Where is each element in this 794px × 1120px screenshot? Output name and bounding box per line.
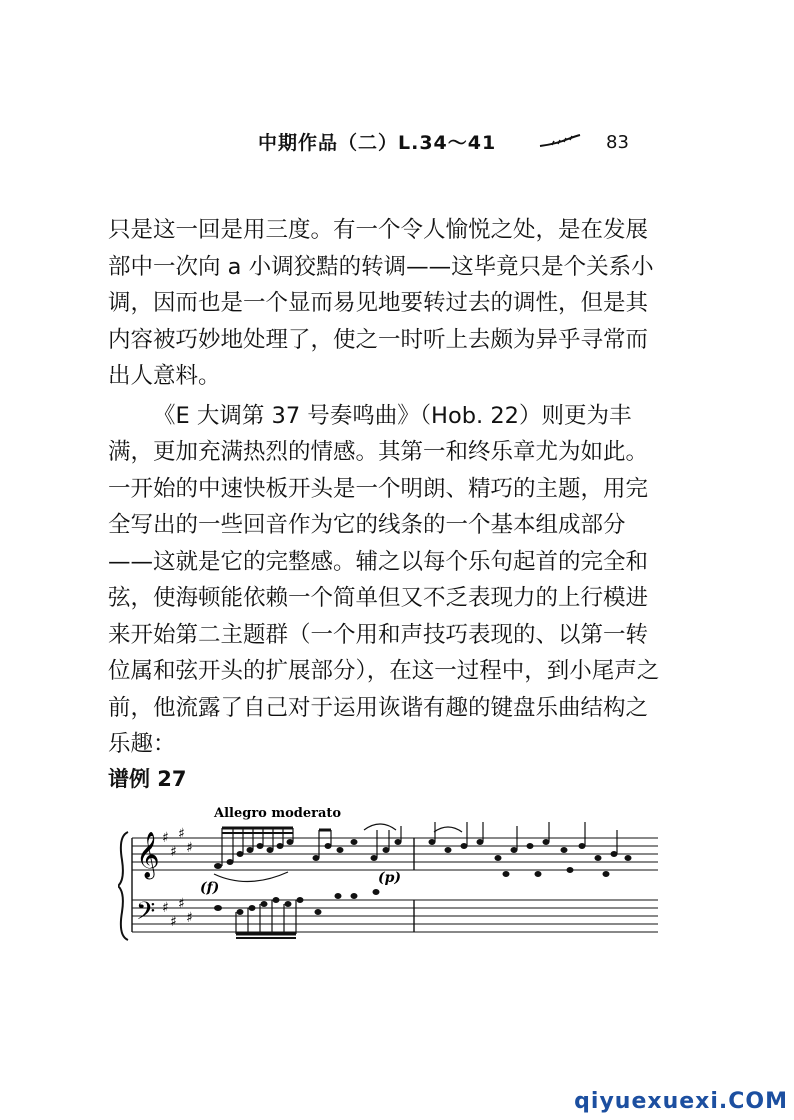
dynamic-forte: (f) xyxy=(200,880,220,896)
page-number: 83 xyxy=(606,132,629,153)
svg-text:♯: ♯ xyxy=(162,830,169,846)
svg-text:♯: ♯ xyxy=(178,826,185,842)
tempo-marking: Allegro moderato xyxy=(214,806,342,821)
music-score-excerpt xyxy=(118,800,658,950)
treble-clef-icon: 𝄞 xyxy=(136,832,160,878)
body-text xyxy=(108,212,668,763)
svg-text:♯: ♯ xyxy=(178,896,185,912)
key-signature-sharps xyxy=(162,826,193,930)
dynamic-piano: (p) xyxy=(378,870,402,886)
bass-staff xyxy=(132,900,658,932)
example-label: 谱例 27 xyxy=(108,767,187,791)
ornament-flourish-icon xyxy=(538,134,582,148)
bass-notes xyxy=(214,889,380,915)
svg-text:♯: ♯ xyxy=(162,900,169,916)
running-header xyxy=(0,126,794,162)
svg-text:♯: ♯ xyxy=(186,910,193,926)
treble-notes xyxy=(214,839,632,877)
paragraph: 《E 大调第 37 号奏鸣曲》（Hob. 22）则更为丰满，更加充满热烈的情感。其第一和终乐章尤为如此。一开始的中速快板开头是一个明朗、精巧的主题，用完全写出的一些回音作为它的线条的一个基本组成部分——这就是它的完整感。辅之以每个乐句起首的完全和弦，使海顿能依赖一个简单但又不乏表现力的上行模进来开始第二主题群（一个用和声技巧表现的、以第一转位属和弦开头的扩展部分），在这一过程中，到小尾声之前，他流露了自己对于运用诙谐有趣的键盘乐曲结构之乐趣： xyxy=(108,402,660,757)
bass-clef-icon: 𝄢 xyxy=(136,897,156,932)
running-header-title: 中期作品（二）L.34～41 xyxy=(258,132,497,154)
svg-text:♯: ♯ xyxy=(170,844,177,860)
svg-text:♯: ♯ xyxy=(170,914,177,930)
site-watermark: qiyuexuexi.COM xyxy=(574,1089,788,1114)
paragraph: 只是这一回是用三度。有一个令人愉悦之处，是在发展部中一次向 a 小调狡黠的转调——这毕竟只是个关系小调，因而也是一个显而易见地要转过去的调性，但是其内容被巧妙地处理了，使之一时听上去颇为异乎寻常而出人意料。 xyxy=(108,217,654,389)
system-brace xyxy=(118,832,128,940)
svg-text:♯: ♯ xyxy=(186,840,193,856)
